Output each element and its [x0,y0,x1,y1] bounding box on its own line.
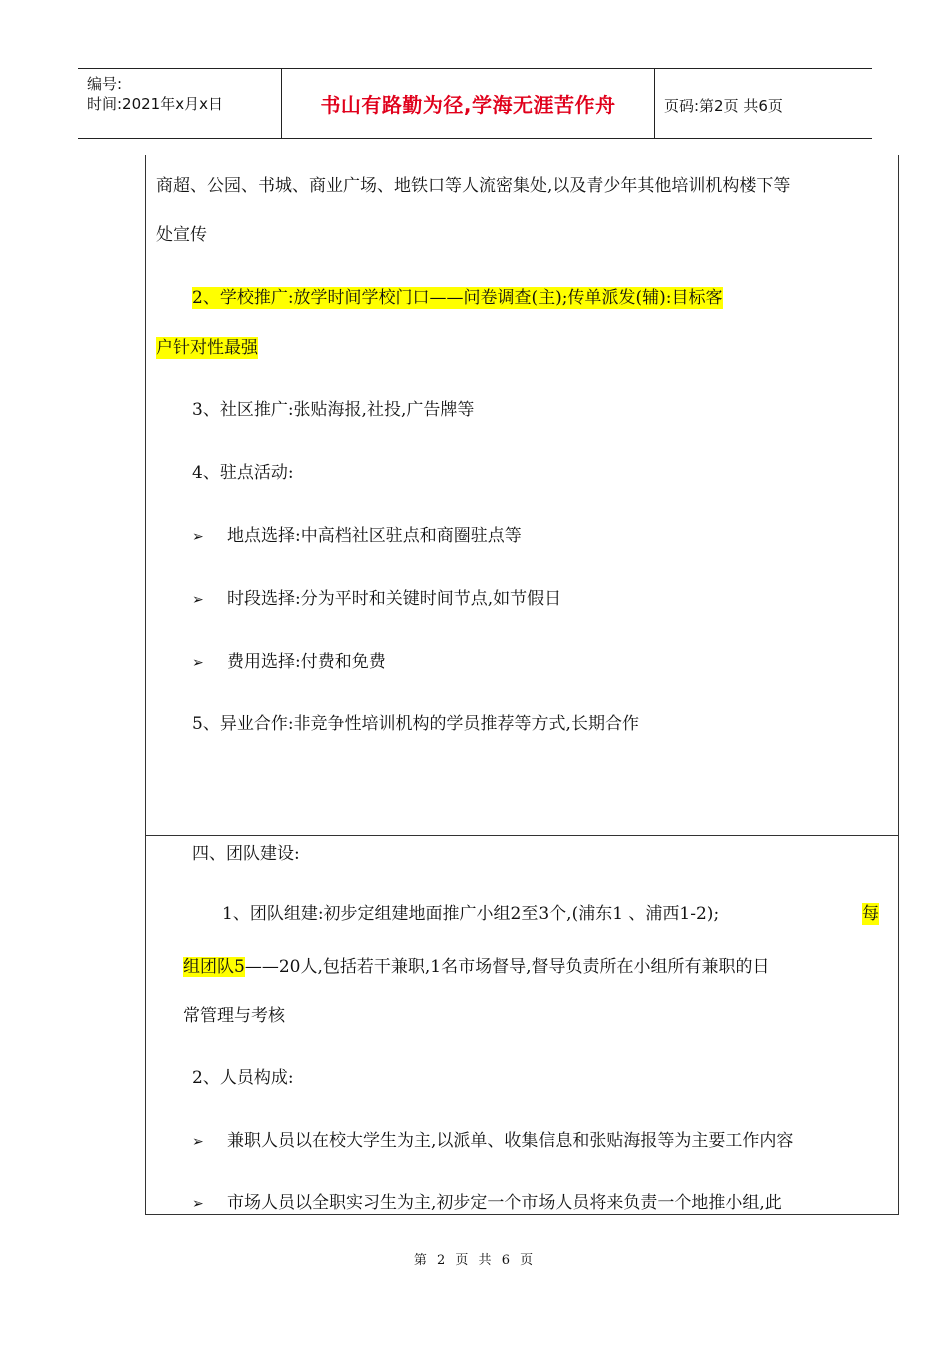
paragraph-line: 商超、公园、书城、商业广场、地铁口等人流密集处,以及青少年其他培训机构楼下等 [156,176,791,196]
list-item: 4、驻点活动: [192,463,294,483]
bullet-item [192,588,561,611]
list-item: 3、社区推广:张贴海报,社投,广告牌等 [192,400,475,420]
paragraph-text: ——20人,包括若干兼职,1名市场督导,督导负责所在小组所有兼职的日 [244,957,770,977]
list-item: 5、异业合作:非竞争性培训机构的学员推荐等方式,长期合作 [192,714,639,734]
page-indicator: 页码:第2页 共6页 [664,97,783,115]
arrow-bullet-icon: ➢ [192,1134,204,1150]
arrow-bullet-icon: ➢ [192,655,204,671]
paragraph-line [222,903,719,925]
bullet-item [192,651,386,674]
arrow-bullet-icon: ➢ [192,529,204,545]
arrow-bullet-icon: ➢ [192,1196,204,1212]
content-table [145,155,899,1215]
paragraph-line: 常管理与考核 [183,1006,285,1026]
number-label: 编号: [87,75,123,93]
bullet-item [192,1192,782,1215]
highlighted-line: 2、学校推广:放学时间学校门口——问卷调查(主);传单派发(辅):目标客 [192,288,723,308]
header-motto: 书山有路勤为径,学海无涯苦作舟 [282,69,655,138]
time-label: 时间:2021年x月x日 [87,95,223,113]
highlighted-line: 户针对性最强 [156,338,258,358]
bullet-item [192,525,522,548]
bullet-item [192,1130,793,1153]
section-divider [146,835,898,836]
paragraph-line [183,956,770,978]
paragraph-text: 1、团队组建:初步定组建地面推广小组2至3个,(浦东1 、浦西1-2); [222,904,720,924]
page-header [78,68,872,139]
bullet-text: 地点选择:中高档社区驻点和商圈驻点等 [227,526,522,546]
paragraph-line: 处宣传 [156,225,207,245]
header-meta [78,69,282,138]
bullet-text: 时段选择:分为平时和关键时间节点,如节假日 [227,589,562,609]
highlighted-text: 每 [862,904,879,924]
highlighted-text: 组团队5 [183,957,245,977]
bullet-text: 费用选择:付费和免费 [227,652,386,672]
arrow-bullet-icon: ➢ [192,592,204,608]
section-heading: 四、团队建设: [192,844,300,864]
page-footer: 第 2 页 共 6 页 [413,1253,537,1268]
list-item: 2、人员构成: [192,1068,294,1088]
bullet-text: 市场人员以全职实习生为主,初步定一个市场人员将来负责一个地推小组,此 [227,1193,782,1213]
bullet-text: 兼职人员以在校大学生为主,以派单、收集信息和张贴海报等为主要工作内容 [227,1131,794,1151]
